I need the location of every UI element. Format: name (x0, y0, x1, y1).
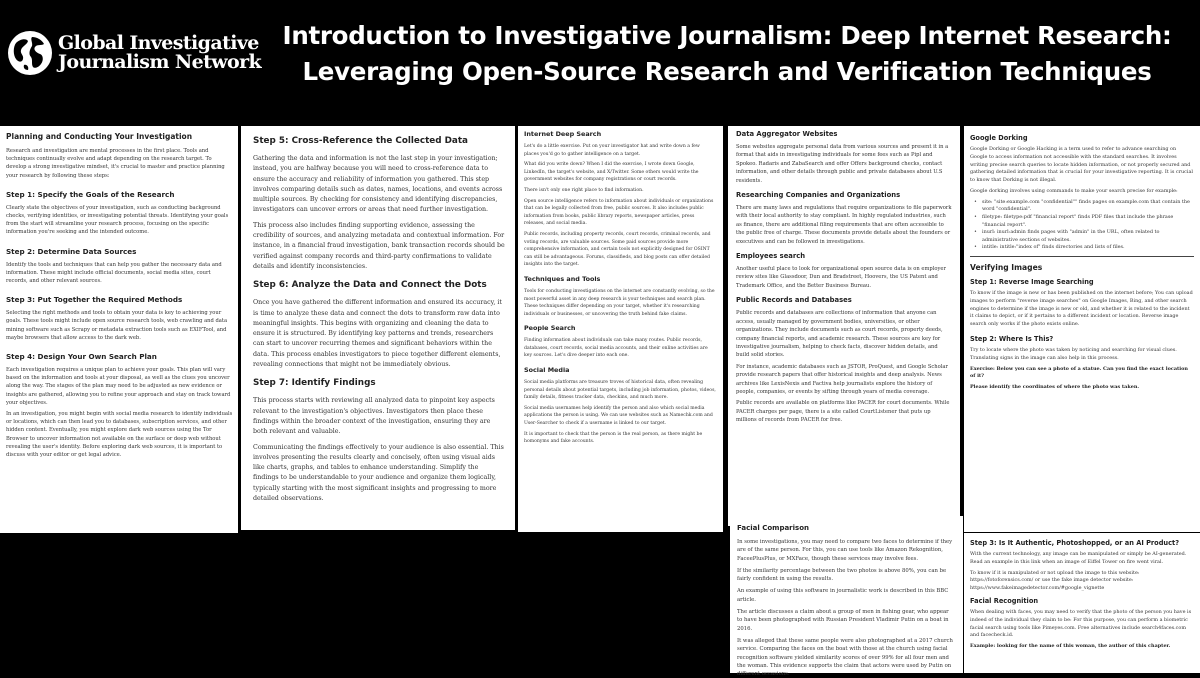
paragraph: There isn't only one right place to find information. (524, 187, 644, 193)
paragraph: What did you write down? When I did the exercise, I wrote down Google, LinkedIn, the target's website, and X/Twitter. Some others would write the government websites for company registrations or court records. (524, 162, 699, 183)
document-page-google-dorking (964, 126, 1200, 532)
paragraph: For instance, academic databases such as JSTOR, ProQuest, and Google Scholar provide research papers that offer historical insights and deep analysis. News archives like LexisNexis and Factiva help journalists explore the history of people, companies, or events by sifting through years of media coverage. (736, 363, 948, 395)
step-5-text-2: This process also includes finding supporting evidence, assessing the credibility of sources, and analyzing metadata and contextual information. For instance, in a financial fraud investigation, bank transaction records should be verified against company records and third-party confirmations to validate details and identify inconsistencies. (253, 221, 505, 270)
people-search-heading: People Search (524, 324, 576, 333)
google-dorking-heading: Google Dorking (970, 134, 1028, 142)
social-media-heading: Social Media (524, 366, 570, 375)
logo-line-2: Journalism Network (58, 51, 262, 73)
page-title: Planning and Conducting Your Investigation (6, 132, 193, 141)
dork-command-list (974, 199, 1194, 252)
document-page-steps (241, 126, 515, 530)
paragraph: Social media platforms are treasure troves of historical data, often revealing personal details about potential targets, including job information, photos, videos, family details, fitness tracker data, checkins, and much more. (524, 380, 716, 401)
step-7-heading: Step 7: Identify Findings (253, 378, 376, 389)
step-3-text: Selecting the right methods and tools to obtain your data is key to achieving your goals. These tools might include open source research tools, web crawling and data mining software such as Scrapy or metadata extraction tools such as EXIFTool, and maybe browsers that allow access to the dark web. (6, 310, 228, 341)
paragraph: To know if it is manipulated or not upload the image to this website: https://fotoforensics.com/ or use the fake image detector website: https://www.fakeimagedetector.com/#google_vignette (970, 569, 1140, 592)
paragraph: Public records and databases are collections of information that anyone can access, usually managed by government bodies, universities, or other organizations. They include documents such as court records, property deeds, company financial reports, and academic research. These sources are key for investigative journalism, helping to check facts, discover hidden details, and build solid stories. (736, 310, 943, 359)
step-4-text: Each investigation requires a unique plan to achieve your goals. This plan will vary based on the information and tools at your disposal, as well as the clues you uncover along the way. The stages of the plan may need to be adjusted as new evidence or insights are gathered, allowing you to refine your approach and stay on track toward your objectives. (6, 367, 231, 406)
authenticity-heading: Step 3: Is It Authentic, Photoshopped, or an AI Product? (970, 539, 1180, 547)
intro-paragraph: Research and investigation are mental processes in the first place. Tools and techniques continually evolve and adapt depending on the research target. To develop a strong investigative mindset, it's crucial to master and practice planning your research by following these steps: (6, 148, 225, 179)
paragraph: Public records are available on platforms like PACER for court documents. While PACER charges per page, there is a site called CourtListener that puts up millions of records from PACER for free. (736, 400, 950, 424)
deep-search-heading: Internet Deep Search (524, 130, 602, 138)
paragraph: It was alleged that these same people were also photographed at a 2017 church service. Comparing the faces on the boat with those at the church using facial recognition software yielded similarity scores of over 99% for all four men and the woman. This evidence supports the claim that actors were used by Putin on different occasions. (737, 637, 953, 678)
paragraph: Google dorking involves using commands to make your search precise for example: (970, 187, 1178, 194)
paragraph: An example of using this software in journalistic work is described in this BBC article. (737, 588, 949, 603)
slide-title-line-1: Introduction to Investigative Journalism: Deep Internet Research: (282, 21, 1172, 50)
step-4-text-2: In an investigation, you might begin with social media research to identify individuals or locations, which can then lead you to databases, subscription services, and other hidden content. Eventually, you might explore dark web sources using the Tor Browser to uncover information not available on the surface or deep web without revealing the user's identity. Before exploring dark web sources, it is important to discuss with your editor or get legal advice. (6, 411, 233, 459)
list-item: • site: "site:example.com "confidential"" finds pages on example.com that contain the word "confidential". (974, 199, 1194, 214)
exercise-text: Exercise: Below you can see a photo of a statue. Can you find the exact location of it? (970, 365, 1188, 380)
step-6-heading: Step 6: Analyze the Data and Connect the Dots (253, 280, 487, 291)
paragraph: Public records, including property records, court records, criminal records, and voting records, are valuable sources. Some paid sources provide more comprehensive information, and certain tools not explicitly designed for OSINT can still be advantageous. Forums, classifieds, and blog posts can offer detailed insights into the target. (524, 231, 711, 268)
paragraph: It is important to check that the person is the real person, as there might be homonyms and fake accounts. (524, 431, 703, 445)
data-aggregator-heading: Data Aggregator Websites (736, 130, 838, 138)
techniques-heading: Techniques and Tools (524, 274, 601, 283)
document-page-deep-search (518, 126, 723, 532)
slide-title-line-2: Leveraging Open-Source Research and Verification Techniques (302, 57, 1152, 86)
paragraph: Finding information about individuals can take many routes. Public records, databases, court records, social media accounts, and their online activities are key sources. Let's dive deeper into each one. (524, 338, 708, 359)
paragraph: There are many laws and regulations that require organizations to file paperwork with their local authority to stay compliant. In highly regulated industries, such as finance, there are additional filing requirements that are often accessible to the public free of charge. These documents provide details about the founders or executives and can be followed in investigations. (736, 205, 952, 245)
paragraph: When dealing with faces, you may need to verify that the photo of the person you have is indeed of the individual they claim to be: For this purpose, you can perform a biometric facial search using tools like Pimeyes.com. Free alternatives include search4faces.com and facecheck.id. (970, 608, 1192, 639)
exercise-text-2: Please identify the coordinates of where the photo was taken. (970, 384, 1140, 391)
step-2-heading: Step 2: Determine Data Sources (6, 246, 137, 256)
paragraph: Let's do a little exercise. Put on your investigator hat and write down a few places you'd go to gather intelligence on a target. (524, 144, 700, 157)
public-records-heading: Public Records and Databases (736, 296, 852, 305)
paragraph: Tools for conducting investigations on the internet are constantly evolving, so the most powerful asset in any deep research is your techniques and search plan. These techniques differ depending on your target, whether it's researching individuals or businesses, or uncovering the truth behind fake claims. (524, 288, 715, 317)
paragraph: Try to locate where the photo was taken by noticing and searching for visual clues. Translating signs in the image can also help in this process. (970, 346, 1177, 361)
employees-heading: Employees search (736, 252, 806, 261)
slide-header (0, 0, 1200, 120)
document-page-authenticity (964, 533, 1200, 673)
step-7-text: This process starts with reviewing all analyzed data to pinpoint key aspects relevant to the investigation's objectives. Investigators then place these findings within the broader context of the investigation, ensuring they are both relevant and valuable. (253, 397, 495, 436)
paragraph: Google Dorking or Google Hacking is a term used to refer to advance searching on Google to access information not accessible with the standard searches. It involves writing precise search queries to locate hidden information, or not properly secured and gathering detailed information that is crucial for your investigative reporting. It is crucial to know that Dorking is not illegal. (970, 146, 1193, 184)
step-1-text: Clearly state the objectives of your investigation, such as conducting background checks, verifying identities, or investigating potential threats. Identifying your goals from the start will streamline your research process, focusing on the specific information you're seeking and the intended outcome. (6, 204, 229, 236)
list-item: • intitle: intitle:"index of" finds directories and lists of files. (974, 244, 1194, 252)
document-page-data-aggregators (728, 126, 960, 526)
paragraph: Social media usernames help identify the person and also which social media applications the person is using. We can use websites such as Namechk.com and User-Searcher to check if a username is linked to our target. (524, 405, 713, 427)
step-5-text: Gathering the data and information is not the last step in your investigation; instead, you are halfway because you will need to cross-reference data to ensure the accuracy and reliability of information you gathered. This step involves comparing details such as dates, names, locations, and events across multiple sources. By checking for consistency and identifying discrepancies, investigators can uncover errors or areas that need further investigation. (253, 155, 503, 214)
facial-recognition-heading: Facial Recognition (970, 596, 1039, 605)
logo-line-1: Global Investigative (58, 32, 259, 54)
paragraph: To know if the image is new or has been published on the internet before; You can upload images to perform "reverse image searches" on Google Images, Bing, and other search engines to determine if the image is new or old, and whether it is related to the incident it claims to depict, or if it pertains to a different incident or location. Reverse image search only works if the photo exists online. (970, 289, 1193, 328)
logo-wordmark (58, 34, 261, 72)
companies-heading: Researching Companies and Organizations (736, 191, 901, 200)
slide-title (262, 18, 1192, 90)
list-item: • inurl: inurl:admin finds pages with "admin" in the URL, often related to administrative sections of websites. (974, 229, 1194, 244)
verifying-images-heading: Verifying Images (970, 256, 1194, 272)
paragraph: If the similarity percentage between the two photos is above 80%, you can be fairly confident in using the results. (737, 567, 947, 583)
where-is-this-heading: Step 2: Where Is This? (970, 334, 1054, 343)
paragraph: Some websites aggregate personal data from various sources and present it in a format that aids in investigating individuals for some fees such as Pipl and Spokeo. Radaris and ZabaSearch and offer Offers background checks, contact information, and other details through public and private databases about U.S residents. (736, 144, 949, 184)
gijn-logo[interactable] (6, 26, 262, 80)
step-1-heading: Step 1: Specify the Goals of the Research (6, 189, 175, 199)
paragraph: Open source intelligence refers to information about individuals or organizations that can be legally collected from free, public sources. It also includes public information from books, public library reports, newspaper articles, press releases, and social media. (524, 198, 714, 227)
paragraph: Another useful place to look for organizational open source data is on employer review sites like Glassdoor, Dun and Bradstreet, Hoovers, the US Patent and Trademark Office, and the Better Business Bureau. (736, 266, 946, 289)
reverse-image-heading: Step 1: Reverse Image Searching (970, 277, 1094, 286)
step-4-heading: Step 4: Design Your Own Search Plan (6, 352, 157, 362)
paragraph: With the current technology, any image can be manipulated or simply be AI-generated. Read an example in this link when an image of Eiffel Tower on fire went viral. (970, 551, 1187, 565)
step-3-heading: Step 3: Put Together the Required Methods (6, 295, 183, 305)
facial-comparison-heading: Facial Comparison (737, 524, 809, 532)
paragraph: In some investigations, you may need to compare two faces to determine if they are of the same person. For this, you can use tools like Amazon Rekognition, FaceePlusPlus, or MXFace, though these services may involve fees. (737, 539, 953, 562)
list-item: • filetype: filetype:pdf "financial report" finds PDF files that include the phrase "financial report". (974, 214, 1194, 229)
globe-icon (6, 29, 54, 77)
step-5-heading: Step 5: Cross-Reference the Collected Data (253, 136, 468, 146)
example-text: Example: looking for the name of this woman, the author of this chapter. (970, 643, 1171, 650)
document-page-planning (0, 126, 238, 533)
step-6-text: Once you have gathered the different information and ensured its accuracy, it is time to analyze these data and connect the dots to transform raw data into meaningful insights. This begins with organizing and cleaning the data to ensure it is structured. By identifying key patterns and trends, researchers can start to uncover recurring themes and significant behaviors within the data. This process enables investigators to piece together different elements, revealing connections that might not be immediately obvious. (253, 299, 502, 369)
document-page-facial-comparison (730, 516, 963, 678)
step-7-text-2: Communicating the findings effectively to your audience is also essential. This involves presenting the results clearly and concisely, often using visual aids like charts, graphs, and tables to enhance understanding. Simplify the findings to be understandable to your audience and organize them logically, typically starting with the most significant insights and progressing to more detailed observations. (253, 443, 504, 503)
paragraph: The article discusses a claim about a group of men in fishing gear, who appear to have been photographed with Russian President Vladimir Putin on a boat in 2016. (737, 609, 949, 632)
step-2-text: Identify the tools and techniques that can help you gather the necessary data and information. These might include official documents, social media sites, court records, and other relevant sources. (6, 261, 222, 285)
